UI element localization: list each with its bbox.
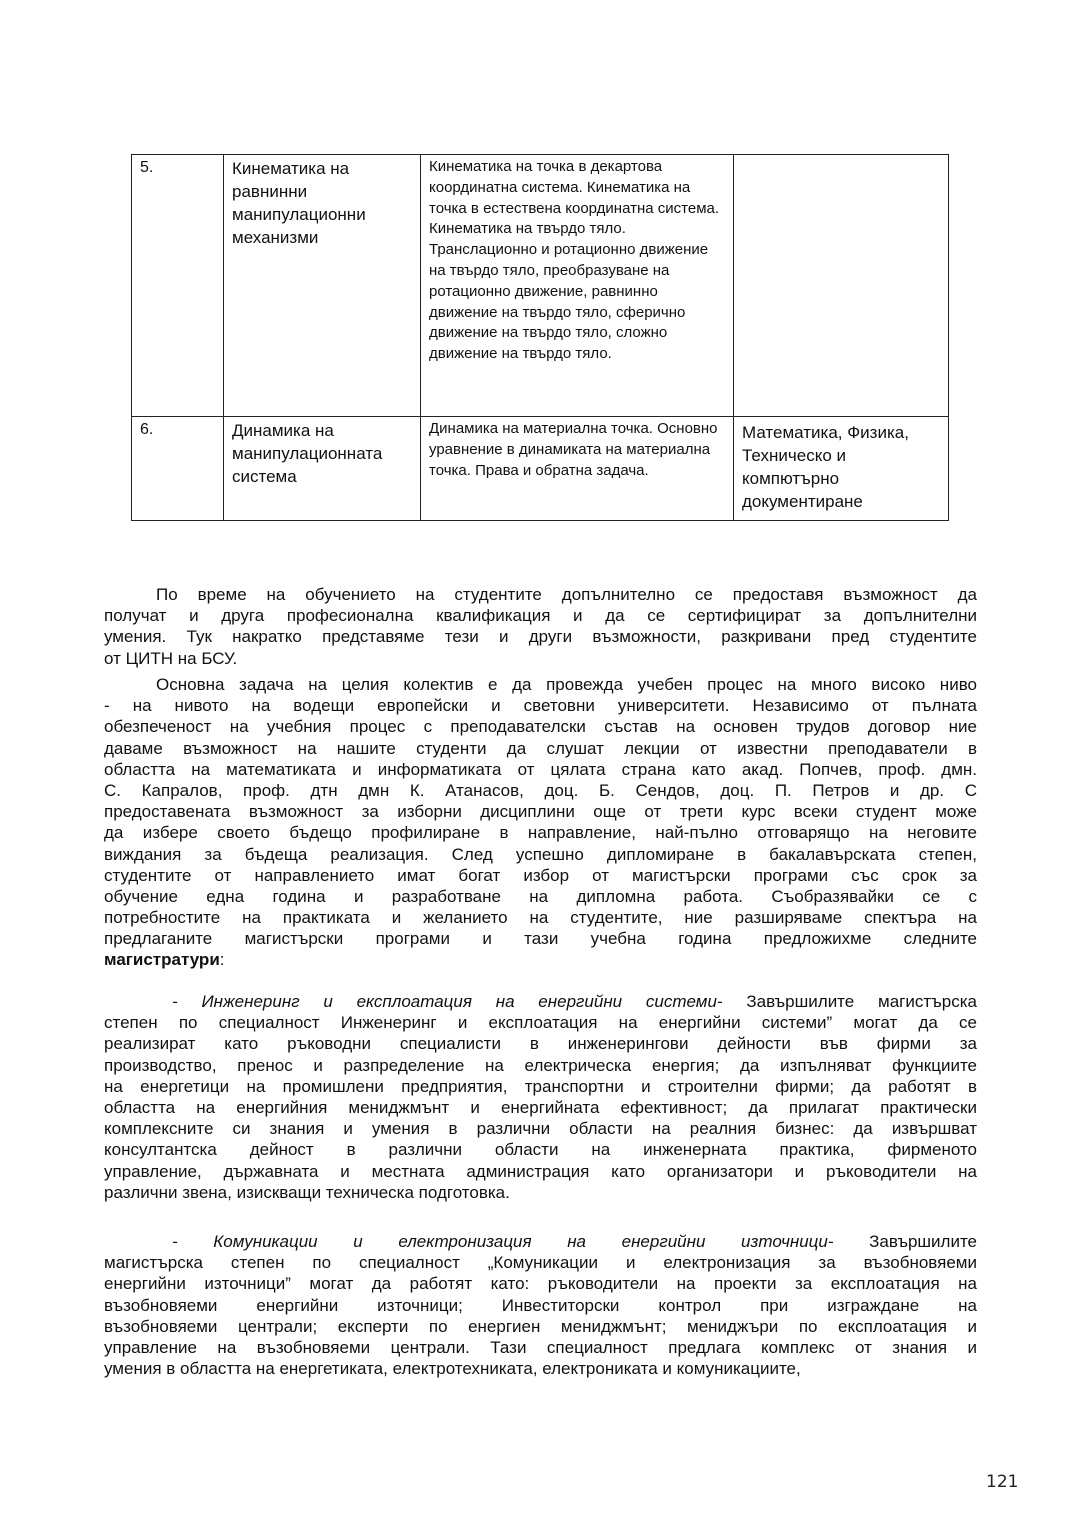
text-line: Основна задача на целия колектив е да провежда учебен процес на много високо ниво bbox=[156, 675, 977, 694]
text-line: потребностите на практиката и желанието на студентите, ние разширяваме спектъра на bbox=[104, 908, 977, 928]
paragraph-main bbox=[104, 674, 977, 971]
topic-cell: Кинематика на равнинни манипулационни механизми bbox=[224, 155, 421, 417]
text-line: консултантска дейност в различни области на инженерната практика, фирменото bbox=[104, 1140, 977, 1160]
paragraph-intro bbox=[104, 584, 977, 669]
text-line: студентите от направлението имат богат избор от магистърски програми със срок за bbox=[104, 865, 977, 885]
text-line: степен по специалност Инженеринг и експлоатация на енергийни системи” могат да се bbox=[104, 1013, 977, 1033]
curriculum-table bbox=[131, 154, 949, 521]
colon: : bbox=[219, 950, 225, 970]
prereq-cell: Математика, Физика, Техническо и компютърно документиране bbox=[734, 417, 949, 521]
masters-heading: магистратури bbox=[104, 950, 220, 970]
program-title: - Инженеринг и експлоатация на енергийни системи- bbox=[172, 992, 723, 1011]
text-span: Завършилите магистърска bbox=[722, 992, 977, 1011]
text-line: умения. Тук накратко представяме тези и други възможности, разкривани пред студентите bbox=[104, 627, 977, 647]
text-line: виждания за бъдеща реализация. След успешно дипломиране в бакалавърската степен, bbox=[104, 844, 977, 864]
text-line: умения в областта на енергетиката, електротехниката, електрониката и комуникациите, bbox=[104, 1359, 801, 1379]
content-cell: Динамика на материална точка. Основно уравнение в динамиката на материална точка. Права и обратна задача. bbox=[421, 417, 734, 521]
text-line bbox=[104, 1231, 977, 1252]
page-number: 121 bbox=[986, 1472, 1019, 1492]
text-line: - на нивото на водещи европейски и световни университети. Независимо от пълната bbox=[104, 696, 977, 716]
prereq-cell bbox=[734, 155, 949, 417]
text-line: областта на математиката и информатиката от цялата страна като акад. Попчев, проф. дмн. bbox=[104, 759, 977, 779]
text-line: даваме възможност на нашите студенти да слушат лекции от известни преподаватели в bbox=[104, 738, 977, 758]
text-line: магистърска степен по специалност „Комуникации и електронизация за възобновяеми bbox=[104, 1253, 977, 1273]
text-line: различни звена, изискващи техническа подготовка. bbox=[104, 1182, 510, 1202]
content-cell: Кинематика на точка в декартова координатна система. Кинематика на точка в естествена координатна система. Кинематика на твърдо тяло. Транслационно и ротационно движение на твърдо тяло, преобразуване на ротационно движение, равнинно движение на твърдо тяло, сферично движение на твърдо тяло, сложно движение на твърдо тяло. bbox=[421, 155, 734, 417]
text-line: По време на обучението на студентите допълнително се предоставя възможност да bbox=[156, 585, 977, 604]
text-line: предлаганите магистърски програми и тази учебна година предложихме следните bbox=[104, 929, 977, 949]
text-span: Завършилите bbox=[833, 1232, 977, 1251]
text-line: производство, пренос и разпределение на електрическа енергия; да изпълняват функциите bbox=[104, 1055, 977, 1075]
text-line: обезпеченост на учебния процес с преподавателски състав на основен трудов договор ние bbox=[104, 717, 977, 737]
program-title: - Комуникации и електронизация на енергийни източници- bbox=[172, 1232, 834, 1251]
text-line: обучение една година и разработване на дипломна работа. Съобразявайки се с bbox=[104, 886, 977, 906]
table-row bbox=[132, 417, 949, 521]
topic-cell: Динамика на манипулационната система bbox=[224, 417, 421, 521]
text-line: реализират като ръководни специалисти в инженерингови дейности във фирми за bbox=[104, 1034, 977, 1054]
masters-item-energy-systems bbox=[104, 991, 977, 1203]
text-line: предоставената възможност за изборни дисциплини още от трети курс всеки студент може bbox=[104, 802, 977, 822]
text-line: възобновяеми енергийни източници; Инвеститорски контрол при изграждане на bbox=[104, 1295, 977, 1315]
text-line: С. Капралов, проф. дтн дмн К. Атанасов, доц. Б. Сендов, доц. П. Петров и др. С bbox=[104, 780, 977, 800]
row-number: 5. bbox=[132, 155, 224, 417]
text-line: от ЦИТН на БСУ. bbox=[104, 648, 238, 668]
text-line: енергийни източници” могат да работят като: ръководители на проекти за експлоатация на bbox=[104, 1274, 977, 1294]
text-line: управление на възобновяеми централи. Тази специалност предлага комплекс от знания и bbox=[104, 1337, 977, 1357]
text-line: получат и друга професионална квалификация и да се сертифицират за допълнителни bbox=[104, 606, 977, 626]
text-line: управление, държавната и местната администрация като организатори и ръководители на bbox=[104, 1161, 977, 1181]
table-row bbox=[132, 155, 949, 417]
masters-item-communications bbox=[104, 1231, 977, 1379]
row-number: 6. bbox=[132, 417, 224, 521]
text-line: възобновяеми централи; експерти по енергиен мениджмънт; мениджъри по експлоатация и bbox=[104, 1316, 977, 1336]
text-line bbox=[104, 991, 977, 1012]
text-line bbox=[104, 949, 977, 970]
text-line: да избере своето бъдещо профилиране в направление, най-пълно отговарящо на неговите bbox=[104, 823, 977, 843]
text-line: областта на енергийния мениджмънт и енергийната ефективност; да прилагат практически bbox=[104, 1097, 977, 1117]
text-line: комплексните си знания и умения в различни области на реалния бизнес: да извършват bbox=[104, 1119, 977, 1139]
text-line: на енергетици на промишлени предприятия, транспортни и строителни фирми; да работят в bbox=[104, 1076, 977, 1096]
